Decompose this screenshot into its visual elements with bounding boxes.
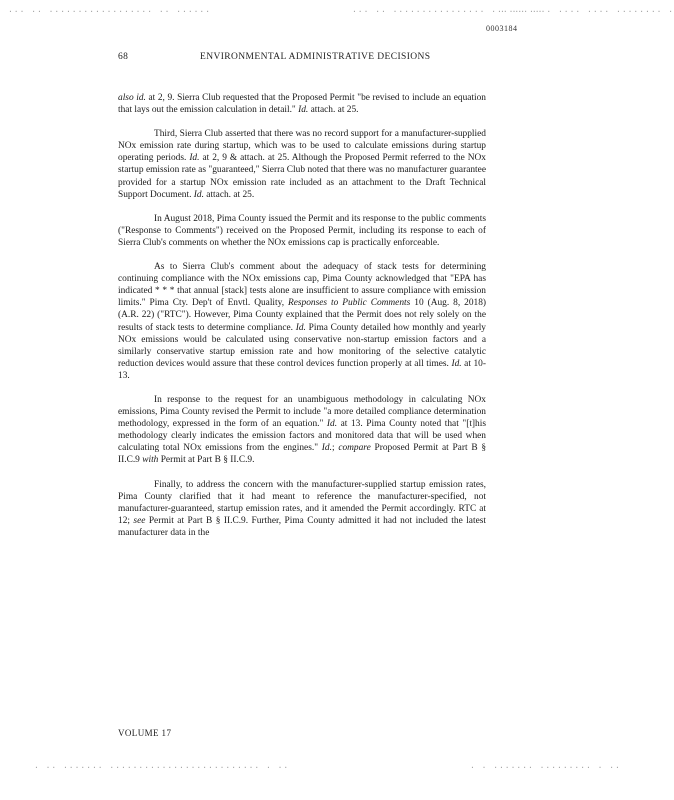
opinion-body [118, 92, 486, 551]
italic-segment: Id. [189, 153, 200, 164]
italic-segment: Id. [295, 322, 306, 333]
scan-noise-bottom-right: . . ....... ......... . .. [470, 762, 621, 771]
paragraph [118, 394, 486, 467]
bates-number: 0003184 [486, 24, 518, 33]
paragraph [118, 92, 486, 116]
italic-segment: Responses to Public Comments [288, 298, 411, 309]
volume-footer: VOLUME 17 [118, 728, 172, 738]
text-segment: attach. at 25. [203, 189, 255, 200]
text-segment: at 2, 9. Sierra Club requested that the Proposed Permit "be revised to include an equation that lays out the emission calculation in detail." [118, 93, 486, 116]
text-segment: at 10-13. [118, 358, 486, 381]
page-number: 68 [118, 52, 129, 62]
paragraph [118, 128, 486, 201]
text-segment: Permit at Part B § II.C.9. [158, 455, 255, 466]
italic-segment: see [133, 515, 146, 526]
text-segment: As to Sierra Club's comment about the adequacy of stack tests for determining continuing compliance with the NOx emissions cap, Pima County acknowledged that "EPA has indicated * * * that annual [stack] tests alone are insufficient to assure compliance with emission limits." Pima Cty. Dep't of Envtl. Quality, [118, 262, 486, 309]
italic-segment: Id. [193, 189, 204, 200]
italic-segment: Id. [321, 443, 332, 454]
italic-segment: with [142, 455, 159, 466]
text-segment: In August 2018, Pima County issued the Permit and its response to the public comments ("Response to Comments") received on the Proposed Permit, including its response to each of Sierra Club's comments on whether the NOx emissions cap is practically enforceable. [118, 213, 486, 248]
italic-segment: Id. [451, 358, 462, 369]
italic-segment: Id. [298, 105, 309, 116]
text-segment: ; [331, 443, 339, 454]
running-title: ENVIRONMENTAL ADMINISTRATIVE DECISIONS [200, 52, 431, 62]
paragraph [118, 213, 486, 249]
text-segment: Permit at Part B § II.C.9. Further, Pima County admitted it had not included the latest manufacturer data in the [118, 515, 486, 538]
text-segment: attach. at 25. [308, 105, 359, 116]
italic-segment: Id. [326, 419, 338, 430]
scan-noise-top-center: ... .. ................ ...... .. [352, 6, 544, 15]
scan-noise-top-right: . ....... .... .... ........ . [500, 6, 674, 15]
text-segment: Finally, to address the concern with the manufacturer-supplied startup emission rates, Pima County clarified that it had meant to reference the manufacturer-specified, not manufacturer-guaranteed, startup emission rates, and it amended the Permit accordingly. RTC at 12; [118, 479, 486, 526]
text-segment: 10 (Aug. 8, 2018) (A.R. 22) ("RTC"). However, Pima County explained that the Permit does not rely solely on the results of stack tests to determine compliance. [118, 298, 487, 333]
text-segment: at 13. Pima County noted that "[t]his methodology clearly indicates the emission factors and monitored data that will be used when calculating total NOx emissions from the engines." [118, 419, 486, 454]
scan-noise-top-left: ... .. .................. .. ...... [8, 6, 212, 15]
text-segment: Third, Sierra Club asserted that there was no record support for a manufacturer-supplied NOx emission rate during startup, which was to be used to calculate emissions during startup operating periods. [118, 129, 486, 164]
italic-segment: also id. [118, 93, 146, 103]
text-segment: In response to the request for an unambiguous methodology in calculating NOx emissions, Pima County revised the Permit to include "a more detailed compliance determination methodology, expressed in the form of an equation." [118, 394, 486, 430]
text-segment: Pima County detailed how monthly and yearly NOx emissions would be calculated using conservative non-startup emission factors and a similarly conservative startup emission rate and how monitoring of the selective catalytic reduction devices would assure that these control devices function properly at all times. [118, 322, 486, 369]
italic-segment: compare [338, 443, 371, 454]
text-segment: at 2, 9 & attach. at 25. Although the Proposed Permit referred to the NOx startup emission rate as "guaranteed," Sierra Club noted that there was no manufacturer guarantee provided for a startup NOx emission rate included as an attachment to the Draft Technical Support Document. [118, 153, 486, 200]
paragraph [118, 479, 486, 539]
text-segment: Proposed Permit at Part B § II.C.9 [118, 443, 487, 466]
paragraph [118, 261, 486, 382]
scan-noise-bottom-left: . .. ....... .......................... . .. [34, 762, 290, 771]
